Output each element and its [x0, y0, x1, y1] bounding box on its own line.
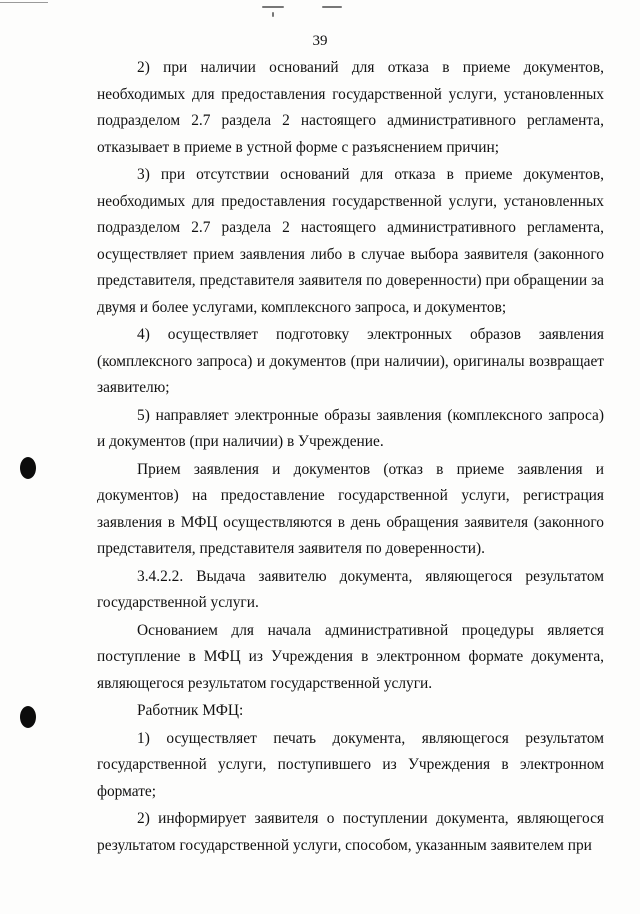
paragraph: 3) при отсутствии оснований для отказа в приеме документов, необходимых для предоставления государственной услуги, установленных подразделом 2.7 раздела 2 настоящего административного регламента, осуществляет прием заявления либо в случае выбора заявителя (законного представителя, представителя заявителя по доверенности) при обращении за двумя и более услугами, комплексного запроса, и документов;: [97, 166, 604, 316]
scan-artifact-top-center: [262, 6, 284, 8]
paragraph: 3.4.2.2. Выдача заявителю документа, являющегося результатом государственной услуги.: [97, 567, 604, 611]
paragraph: Основанием для начала административной процедуры является поступление в МФЦ из Учреждения в электронном формате документа, являющегося результатом государственной услуги.: [97, 621, 604, 692]
paragraph: Прием заявления и документов (отказ в приеме заявления и документов) на предоставление государственной услуги, регистрация заявления в МФЦ осуществляются в день обращения заявителя (законного представителя, представителя заявителя по доверенности).: [97, 460, 604, 557]
paragraph: 1) осуществляет печать документа, являющегося результатом государственной услуги, поступившего из Учреждения в электронном формате;: [97, 729, 604, 800]
paragraph: 4) осуществляет подготовку электронных образов заявления (комплексного запроса) и документов (при наличии), оригиналы возвращает заявителю;: [97, 326, 604, 396]
scan-artifact-top-left: [0, 2, 48, 3]
paragraph: 2) информирует заявителя о поступлении документа, являющегося результатом государственной услуги, способом, указанным заявителем при: [97, 810, 604, 854]
scan-artifact-top-center-2: [322, 6, 342, 8]
paragraph: 2) при наличии оснований для отказа в приеме документов, необходимых для предоставления государственной услуги, установленных подразделом 2.7 раздела 2 настоящего административного регламента, отказывает в приеме в устной форме с разъяснением причин;: [97, 59, 604, 156]
paragraph: Работник МФЦ:: [137, 702, 244, 719]
paragraph: 5) направляет электронные образы заявления (комплексного запроса) и документов (при наличии) в Учреждение.: [97, 406, 604, 450]
punch-hole-upper: [20, 457, 36, 479]
page-number: 39: [312, 33, 328, 49]
scan-artifact-top-center-3: [272, 12, 274, 17]
punch-hole-lower: [20, 706, 36, 728]
body-text: [97, 55, 604, 860]
